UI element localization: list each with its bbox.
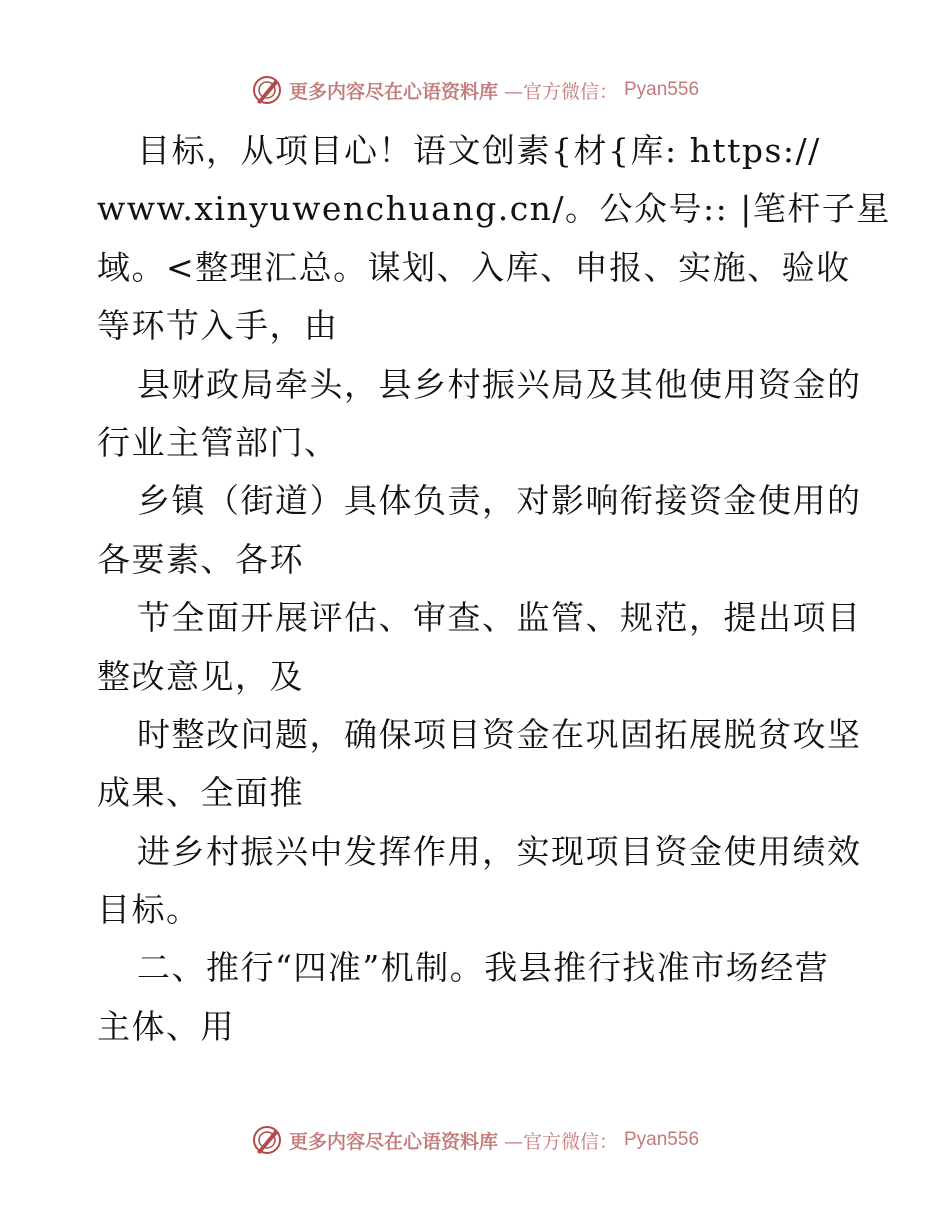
text-line: 整改意见，及: [97, 656, 304, 696]
footer-banner-title: 更多内容尽在心语资料库: [288, 1130, 498, 1153]
header-banner-title: 更多内容尽在心语资料库: [288, 80, 498, 103]
text-line: 各要素、各环: [97, 539, 304, 579]
text-line: 节全面开展评估、审查、监管、规范，提出项目: [137, 598, 862, 638]
text-line: 行业主管部门、: [97, 422, 339, 462]
header-banner-inner: [251, 74, 699, 106]
text-line: 成果、全面推: [97, 773, 304, 813]
text-line: 进乡村振兴中发挥作用，实现项目资金使用绩效: [137, 831, 862, 871]
text-line: 时整改问题，确保项目资金在巩固拓展脱贫攻坚: [137, 714, 862, 754]
text-line: www.xinyuwenchuang.cn/。公众号:: |笔杆子星: [97, 189, 891, 229]
header-banner-wechat-id: Pyan556: [624, 79, 700, 100]
text-line: 主体、用: [97, 1006, 235, 1046]
header-banner-subtitle: —官方微信：: [503, 80, 618, 103]
text-line: 目标。: [97, 890, 201, 930]
text-line: 乡镇（街道）具体负责，对影响衔接资金使用的: [137, 481, 862, 521]
footer-banner-inner: [251, 1124, 699, 1156]
footer-banner-wechat-id: Pyan556: [624, 1129, 700, 1150]
quill-logo-icon: [251, 74, 283, 106]
quill-logo-icon: [251, 1124, 283, 1156]
text-line: 县财政局牵头，县乡村振兴局及其他使用资金的: [137, 364, 862, 404]
footer-banner: [0, 1120, 950, 1160]
footer-banner-subtitle: —官方微信：: [503, 1130, 618, 1153]
header-banner: [0, 70, 950, 110]
document-body: [97, 122, 891, 1056]
text-line: 域。<整理汇总。谋划、入库、申报、实施、验收: [97, 247, 851, 287]
text-line: 目标，从项目心！语文创素{材{库: https://: [137, 131, 821, 170]
text-line: 二、推行“四准”机制。我县推行找准市场经营: [137, 948, 830, 988]
text-line: 等环节入手，由: [97, 306, 339, 346]
